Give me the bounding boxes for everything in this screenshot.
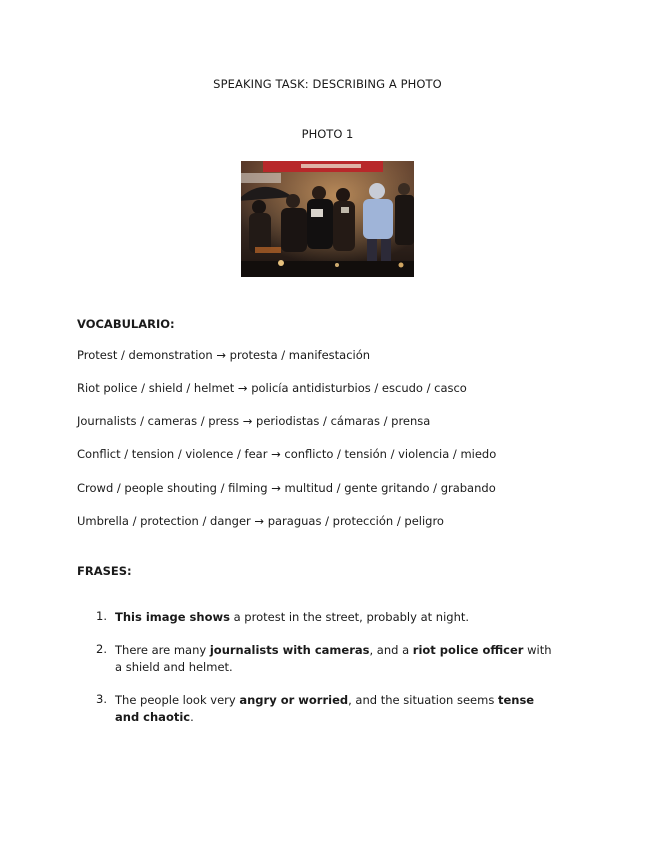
list-item-text-part: a protest in the street, probably at night. [229,610,470,624]
list-item-text [115,642,555,676]
list-item-text-part: , and a [369,643,413,657]
vocab-line: Riot police / shield / helmet → policía antidisturbios / escudo / casco [77,381,467,395]
list-item-text-bold: journalists with cameras [209,643,370,657]
list-item-text-part: with a shield and helmet. [115,643,552,674]
list-item-text-part: There are many [115,643,210,657]
protest-photo [241,161,414,277]
list-item-text-bold: This image shows [115,610,230,624]
vocab-line: Journalists / cameras / press → periodistas / cámaras / prensa [77,414,431,428]
list-item-number: 3. [96,692,107,706]
list-item-number: 1. [96,609,107,623]
photo-label: PHOTO 1 [301,127,354,141]
vocab-line: Conflict / tension / violence / fear → conflicto / tensión / violencia / miedo [77,447,497,461]
list-item-text-part: . [190,710,194,724]
list-item-text [115,609,555,626]
frases-heading: FRASES: [77,564,132,578]
vocab-line: Protest / demonstration → protesta / manifestación [77,348,371,362]
vocab-line: Crowd / people shouting / filming → multitud / gente gritando / grabando [77,481,496,495]
document-title: SPEAKING TASK: DESCRIBING A PHOTO [213,77,442,91]
list-item-text-bold: riot police officer [412,643,524,657]
list-item-text-part: The people look very [115,693,240,707]
vocab-line: Umbrella / protection / danger → paraguas / protección / peligro [77,514,444,528]
list-item-text-bold: tense and chaotic [115,693,535,724]
list-item-text-part: , and the situation seems [348,693,498,707]
list-item-text-bold: angry or worried [239,693,349,707]
vocabulario-heading: VOCABULARIO: [77,317,175,331]
list-item-text [115,692,555,726]
list-item-number: 2. [96,642,107,656]
protest-photo-icon [241,161,414,277]
